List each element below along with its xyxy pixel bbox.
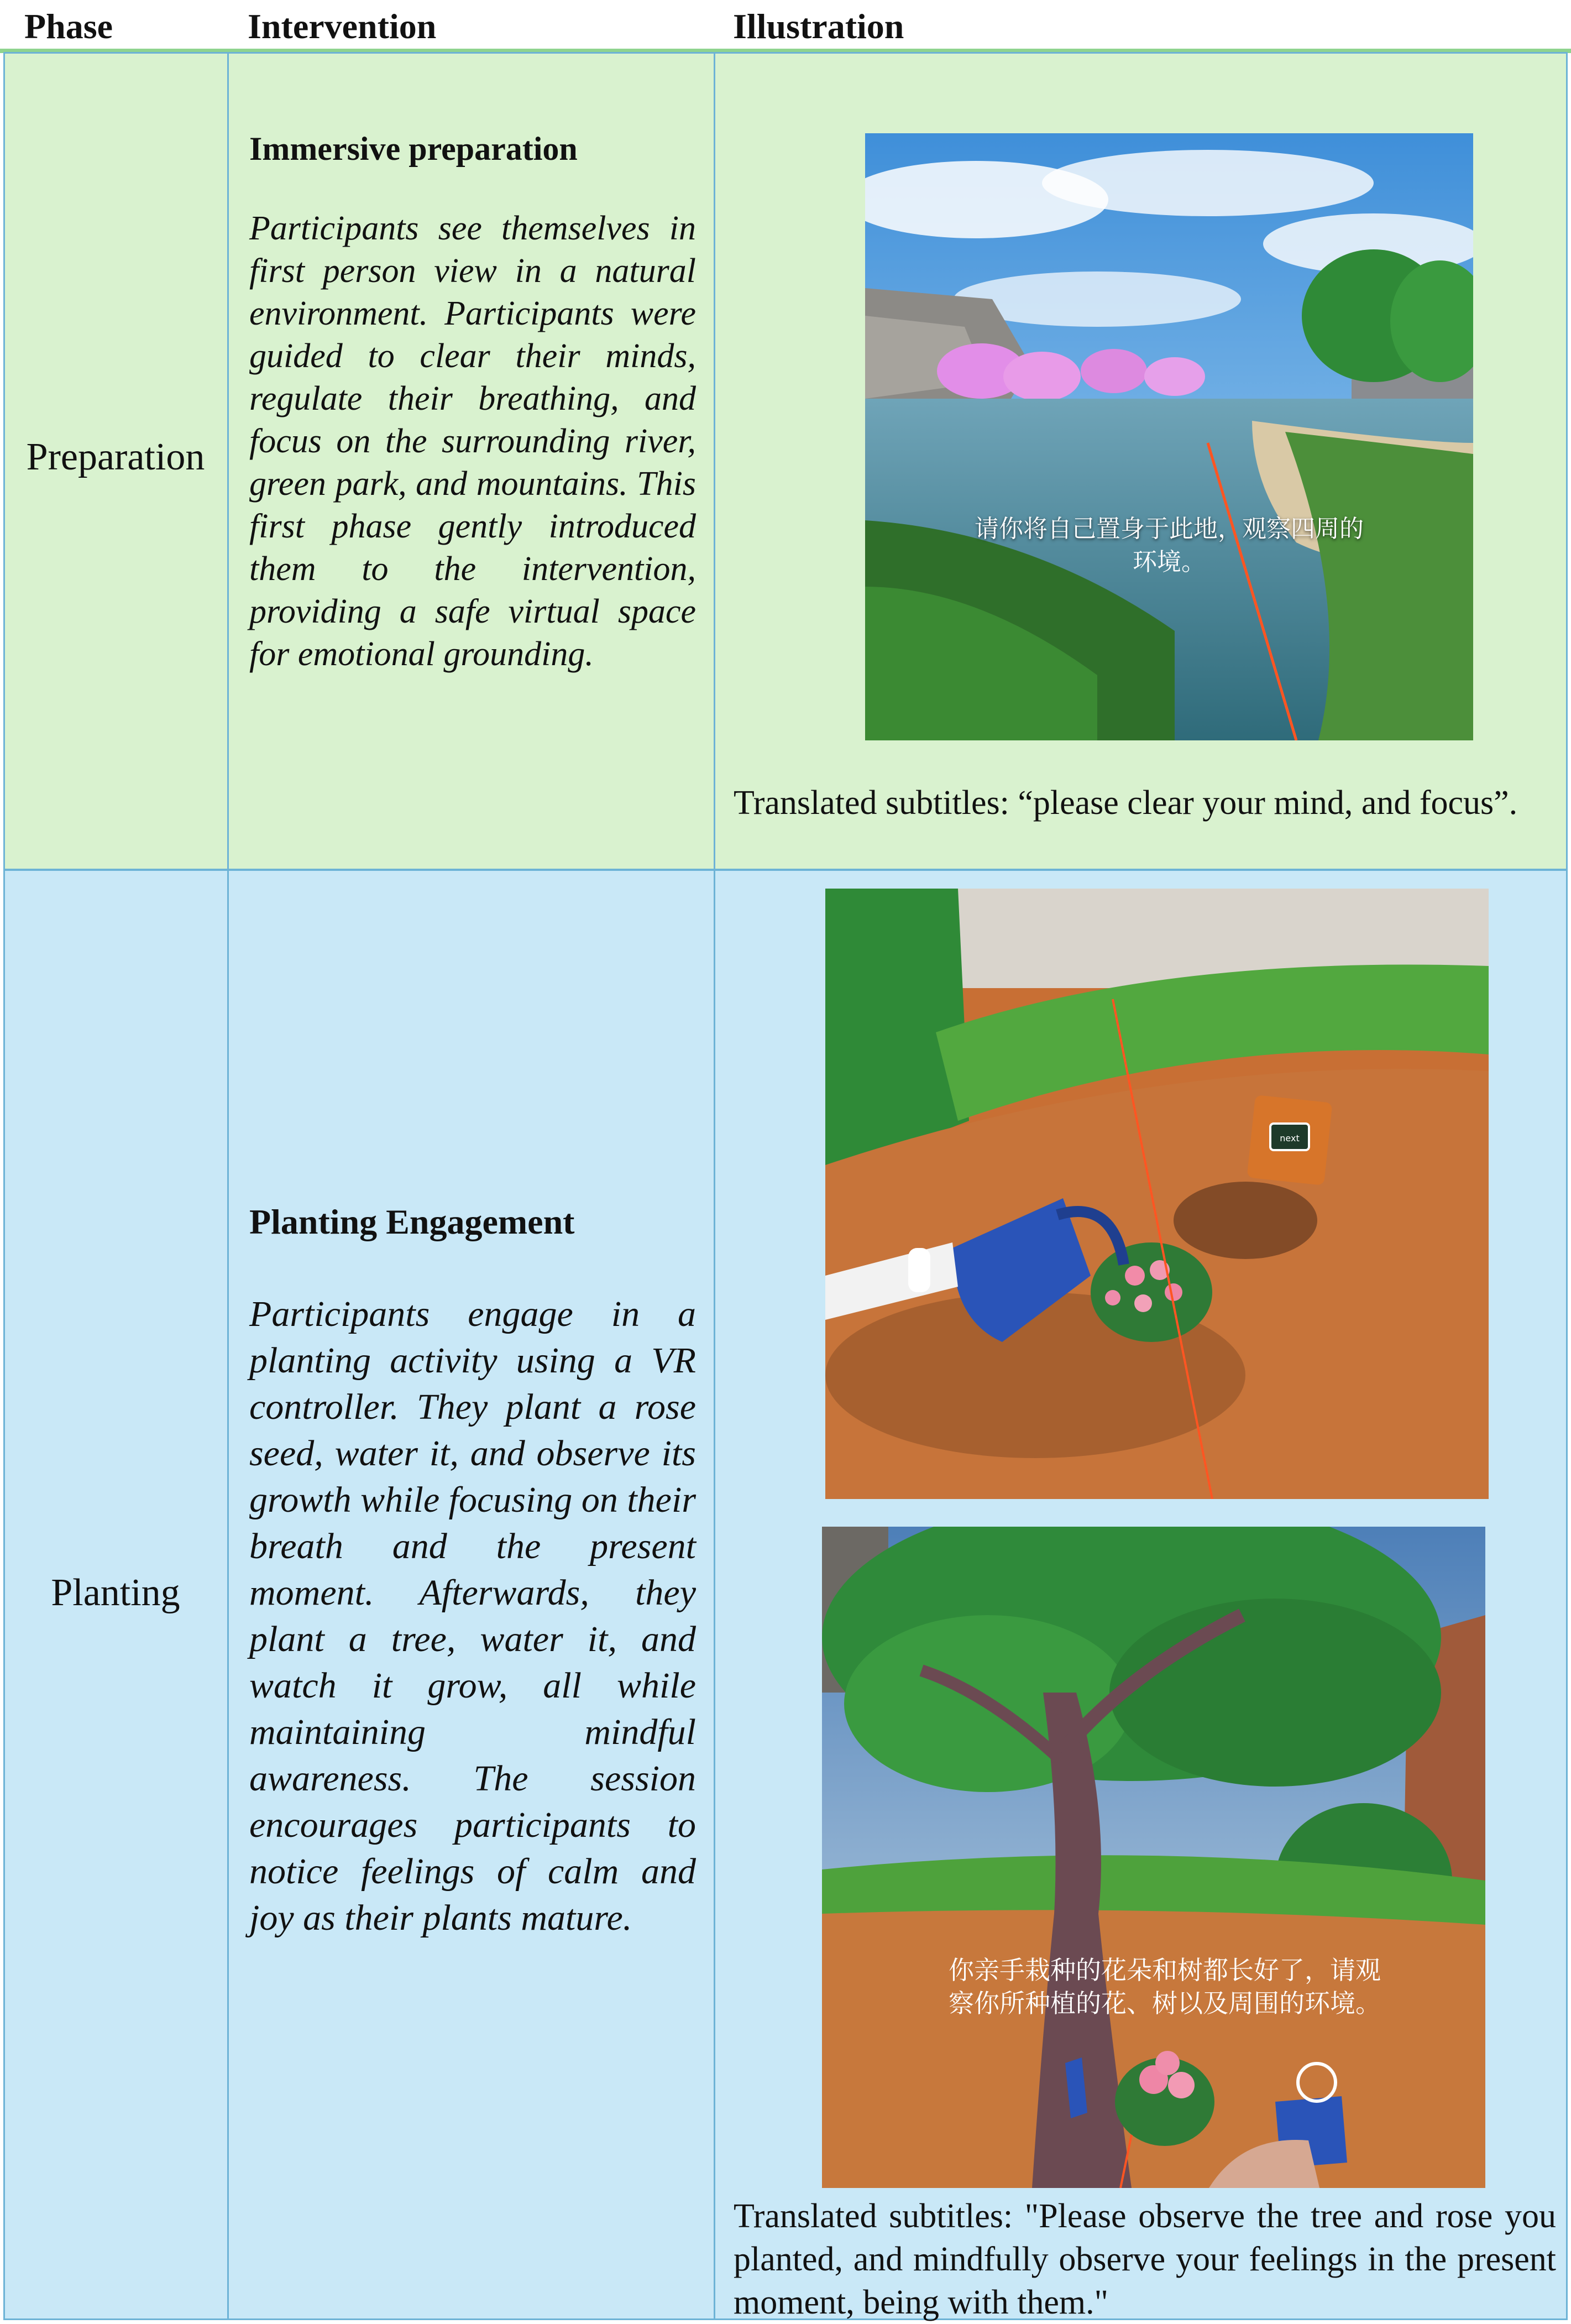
header-illustration: Illustration (733, 7, 904, 46)
video-subtitle-line2: 环境。 (1133, 548, 1206, 576)
video-subtitle: 你亲手栽种的花朵和树都长好了，请观 (949, 1955, 1381, 1985)
table-header (0, 0, 1571, 51)
intervention-description: Participants engage in a planting activity using a VR controller. They plant a rose seed, water it, and observe its growth while focusing on their breath and the present moment. Afterwards, they plant a tree, water it, and watch it grow, all while maintaining mindful awareness. The session encourages participants to notice feelings of calm and joy as their plants mature. (249, 1294, 696, 1938)
rose-watering-image (825, 889, 1489, 1499)
intervention-title: Planting Engagement (249, 1202, 575, 1241)
header-intervention: Intervention (248, 7, 437, 46)
column-divider (714, 54, 715, 869)
illustration-caption: Translated subtitles: “please clear your mind, and focus”. (734, 784, 1518, 822)
video-subtitle-line2: 察你所种植的花、树以及周围的环境。 (949, 1988, 1381, 2018)
illustration-caption: Translated subtitles: "Please observe the tree and rose you planted, and mindfully observe your feelings in the present moment, being with them." (734, 2197, 1556, 2321)
sign-next-label: next (1280, 1133, 1300, 1143)
table-row-planting (3, 869, 1568, 2320)
phase-label: Preparation (26, 436, 205, 478)
video-subtitle: 请你将自己置身于此地，观察四周的 (975, 515, 1364, 543)
column-divider (227, 54, 229, 869)
phase-label: Planting (51, 1571, 180, 1614)
table-row-preparation (3, 52, 1568, 870)
header-phase: Phase (24, 7, 113, 46)
intervention-description: Participants see themselves in first person view in a natural environment. Participants were guided to clear their minds, regulate their breathing, and focus on the surrounding river, green park, and mountains. This first phase gently introduced them to the intervention, providing a safe virtual space for emotional grounding. (249, 210, 696, 673)
column-divider (714, 871, 715, 2318)
column-divider (227, 871, 229, 2318)
river-scene-image (865, 133, 1473, 740)
tree-and-rose-image (822, 1527, 1485, 2188)
intervention-title: Immersive preparation (249, 130, 578, 167)
